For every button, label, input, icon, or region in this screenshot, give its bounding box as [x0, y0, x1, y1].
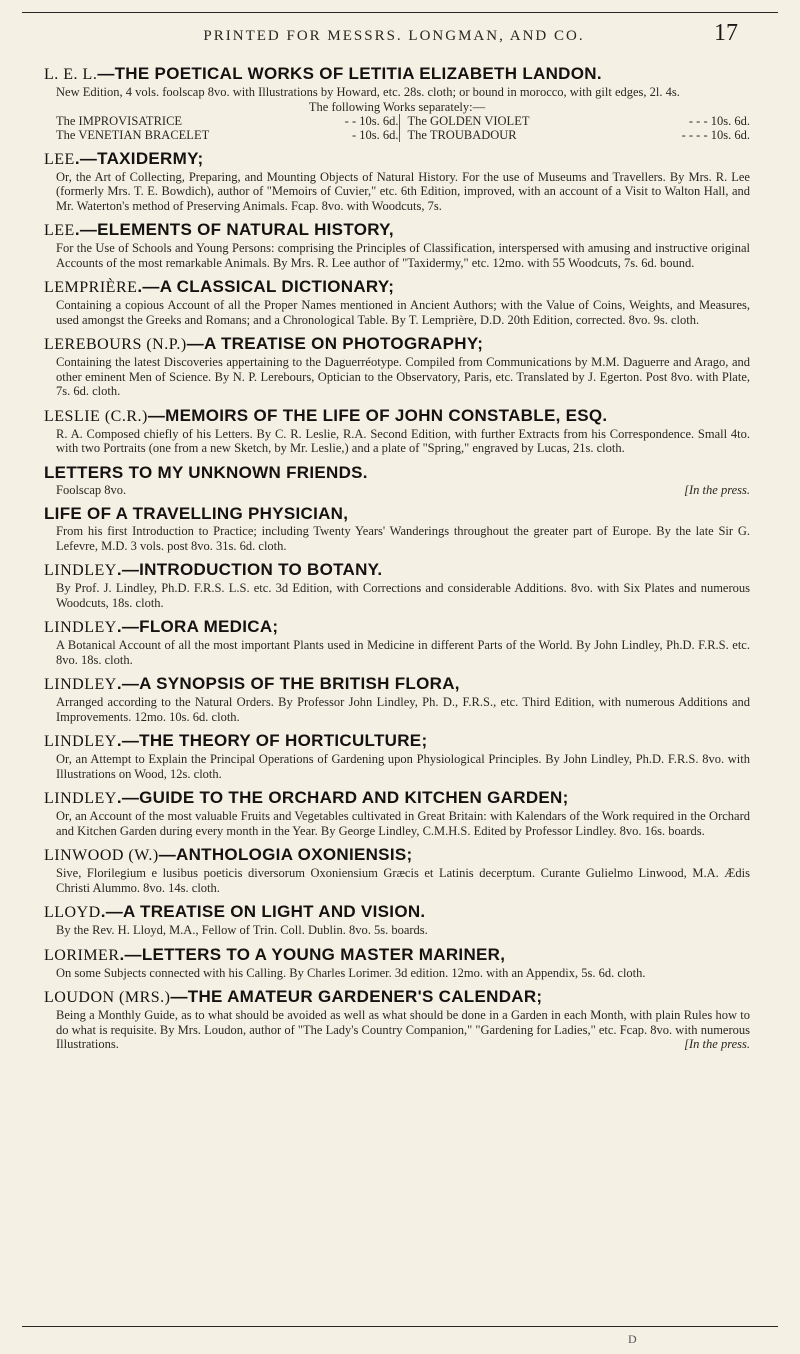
entry-description: On some Subjects connected with his Calling. By Charles Lorimer. 3d edition. 12mo. with an Appendix, 5s. 6d. cloth.	[56, 965, 646, 980]
entry-author: LINDLEY	[44, 733, 117, 750]
catalogue-entry	[44, 731, 750, 781]
entry-heading	[44, 987, 750, 1008]
entry-format: Foolscap 8vo.	[56, 482, 127, 497]
entry-heading	[44, 504, 750, 524]
entry-heading	[44, 731, 750, 752]
entry-author: LEE	[44, 150, 75, 168]
entry-title: .—THE THEORY OF HORTICULTURE;	[116, 731, 428, 750]
entry-heading	[44, 674, 750, 695]
catalogue-entry	[44, 220, 750, 270]
entry-heading	[44, 902, 750, 923]
entry-heading	[44, 406, 750, 427]
entry-description: Containing the latest Discoveries appertaining to the Daguerréotype. Compiled from Communications by M.M. Daguerre and Arago, and other eminent Men of Science. By N. P. Lerebours, Optician to the Observatory, Paris, etc. Translated by J. Egerton. Post 8vo. with Plate, 7s. 6d. cloth.	[56, 355, 750, 398]
catalogue-entries	[44, 64, 750, 1059]
work-price: - 10s. 6d.	[351, 127, 399, 142]
entry-description	[44, 483, 750, 498]
entry-title: .—A TREATISE ON LIGHT AND VISION.	[100, 902, 426, 921]
entry-description	[44, 1008, 750, 1052]
catalogue-entry	[44, 277, 750, 327]
entry-text: Being a Monthly Guide, as to what should be avoided as well as what should be done in a Garden in each Month, with plain Rules how to do what is requisite. By Mrs. Loudon, author of "The Lady's Country Companion," "Gardening for Ladies," etc. Fcap. 8vo. with numerous Illustrations.	[56, 1008, 750, 1051]
entry-author: LINWOOD (W.)	[44, 847, 159, 864]
entry-title: .—A CLASSICAL DICTIONARY;	[137, 277, 395, 296]
entry-description: Containing a copious Account of all the Proper Names mentioned in Ancient Authors; with the Value of Coins, Weights, and Measures, used amongst the Greeks and Romans; and a Chronological Table. By T. Lemprière, D.D. 20th Edition, corrected. 8vo. 9s. cloth.	[56, 298, 750, 327]
entry-description: R. A. Composed chiefly of his Letters. By C. R. Leslie, R.A. Second Edition, with further Extracts from his Correspondence. Small 4to. with two Portraits (one from a new Sketch, by Mr. Leslie,) and a plate of "Spring," engraved by Lucas, 21s. cloth.	[56, 426, 750, 455]
entry-title: .—TAXIDERMY;	[74, 148, 204, 168]
catalogue-entry	[44, 334, 750, 399]
entry-title: .—FLORA MEDICA;	[116, 617, 279, 636]
entry-title: .—ELEMENTS OF NATURAL HISTORY,	[74, 220, 394, 239]
entry-heading	[44, 463, 750, 483]
entry-author: LINDLEY	[44, 562, 117, 579]
catalogue-entry	[44, 902, 750, 938]
entry-author: L. E. L.	[44, 66, 98, 83]
entry-heading	[44, 220, 750, 241]
catalogue-entry	[44, 149, 750, 214]
running-header: PRINTED FOR MESSRS. LONGMAN, AND CO.	[203, 28, 585, 44]
entry-title: LETTERS TO MY UNKNOWN FRIENDS.	[44, 462, 368, 482]
signature-mark: D	[628, 1332, 637, 1346]
catalogue-entry	[44, 945, 750, 981]
entry-title: —MEMOIRS OF THE LIFE OF JOHN CONSTABLE, ESQ.	[147, 405, 608, 425]
entry-author: LEMPRIÈRE	[44, 279, 138, 296]
entry-heading	[44, 64, 750, 85]
in-press-note: [In the press.	[684, 482, 750, 497]
entry-author: LINDLEY	[44, 619, 117, 636]
entry-author: LESLIE (C.R.)	[44, 407, 148, 425]
catalogue-entry	[44, 64, 750, 142]
work-item	[56, 128, 399, 142]
entry-description: New Edition, 4 vols. foolscap 8vo. with Illustrations by Howard, etc. 28s. cloth; or bound in morocco, with gilt edges, 2l. 4s.	[56, 85, 680, 99]
catalogue-entry	[44, 845, 750, 895]
entry-description: From his first Introduction to Practice; including Twenty Years' Wanderings throughout the greater part of Europe. By the late Sir G. Lefevre, M.D. 3 vols. post 8vo. 31s. 6d. cloth.	[56, 524, 750, 553]
works-intro: The following Works separately:—	[308, 99, 486, 114]
work-price: - - - - 10s. 6d.	[681, 127, 750, 142]
entry-title: .—INTRODUCTION TO BOTANY.	[116, 560, 383, 579]
work-name: The TROUBADOUR	[407, 127, 517, 142]
catalogue-entry	[44, 617, 750, 667]
entry-description: By the Rev. H. Lloyd, M.A., Fellow of Trin. Coll. Dublin. 8vo. 5s. boards.	[56, 923, 428, 937]
entry-author: LEREBOURS (N.P.)	[44, 336, 187, 353]
entry-title: .—A SYNOPSIS OF THE BRITISH FLORA,	[116, 674, 460, 693]
in-press-note: [In the press.	[684, 1037, 750, 1051]
entry-title: —A TREATISE ON PHOTOGRAPHY;	[186, 334, 484, 353]
work-name: The GOLDEN VIOLET	[407, 113, 530, 128]
catalogue-entry	[44, 504, 750, 553]
work-name: The VENETIAN BRACELET	[56, 127, 210, 142]
works-column-right	[399, 114, 751, 142]
entry-author: LINDLEY	[44, 790, 117, 807]
entry-title: .—LETTERS TO A YOUNG MASTER MARINER,	[119, 944, 506, 964]
entry-author: LORIMER	[44, 946, 120, 964]
catalogue-entry	[44, 560, 750, 610]
catalogue-entry	[44, 987, 750, 1052]
works-column-left	[56, 114, 399, 142]
entry-heading	[44, 149, 750, 170]
entry-author: LEE	[44, 222, 75, 239]
entry-title: —ANTHOLOGIA OXONIENSIS;	[158, 845, 413, 864]
entry-title: LIFE OF A TRAVELLING PHYSICIAN,	[44, 504, 349, 523]
work-item	[408, 114, 751, 128]
bottom-rule	[22, 1326, 778, 1327]
entry-description: Or, an Attempt to Explain the Principal Operations of Gardening upon Physiological Principles. By John Lindley, Ph.D. F.R.S. 8vo. with Illustrations on Wood, 12s. cloth.	[56, 752, 750, 781]
work-name: The IMPROVISATRICE	[56, 113, 183, 128]
catalogue-entry	[44, 406, 750, 456]
separate-works	[44, 114, 750, 142]
entry-heading	[44, 277, 750, 298]
work-item	[56, 114, 399, 128]
entry-heading	[44, 945, 750, 966]
entry-title: —THE POETICAL WORKS OF LETITIA ELIZABETH LANDON.	[97, 64, 602, 83]
catalogue-entry	[44, 788, 750, 838]
entry-description: Arranged according to the Natural Orders. By Professor John Lindley, Ph. D., F.R.S., etc. Third Edition, with numerous Additions and Improvements. 12mo. 10s. 6d. cloth.	[56, 695, 750, 724]
work-item	[408, 128, 751, 142]
work-price: - - - 10s. 6d.	[688, 113, 750, 128]
catalogue-entry	[44, 674, 750, 724]
entry-description: Or, an Account of the most valuable Fruits and Vegetables cultivated in Great Britain: with Kalendars of the Work required in the Orchard and Kitchen Garden during every month in the Year. By George Lindley, C.M.H.S. Edited by Professor Lindley. 8vo. 16s. boards.	[56, 809, 750, 838]
entry-description: A Botanical Account of all the most important Plants used in Medicine in different Parts of the World. By John Lindley, Ph.D. F.R.S. etc. 8vo. 18s. cloth.	[56, 638, 750, 667]
entry-description: Or, the Art of Collecting, Preparing, and Mounting Objects of Natural History. For the use of Museums and Travellers. By Mrs. R. Lee (formerly Mrs. T. E. Bowdich), author of "Memoirs of Cuvier," etc. 6th Edition, improved, with an account of a Visit to Walton Hall, and Mr. Waterton's method of Preserving Animals. Fcap. 8vo. with Woodcuts, 7s.	[56, 169, 750, 213]
entry-heading	[44, 334, 750, 355]
page-number: 17	[714, 20, 738, 46]
entry-title: .—GUIDE TO THE ORCHARD AND KITCHEN GARDEN;	[116, 788, 569, 807]
entry-title: —THE AMATEUR GARDENER'S CALENDAR;	[170, 987, 543, 1006]
entry-heading	[44, 788, 750, 809]
entry-heading	[44, 617, 750, 638]
entry-heading	[44, 845, 750, 866]
entry-author: LINDLEY	[44, 676, 117, 693]
work-price: - - 10s. 6d.	[344, 113, 399, 128]
entry-description: For the Use of Schools and Young Persons: comprising the Principles of Classification, interspersed with amusing and instructive original Accounts of the most remarkable Animals. By Mrs. R. Lee author of "Taxidermy," etc. 12mo. with 55 Woodcuts, 7s. 6d. bound.	[56, 241, 750, 270]
entry-author: LLOYD	[44, 904, 101, 921]
catalogue-entry	[44, 463, 750, 498]
entry-heading	[44, 560, 750, 581]
entry-description: Sive, Florilegium e lusibus poeticis diversorum Oxoniensium Græcis et Latinis decerptum. Curante Gulielmo Linwood, M.A. Ædis Christi Alummo. 8vo. 14s. cloth.	[56, 866, 750, 895]
entry-author: LOUDON (MRS.)	[44, 989, 171, 1006]
top-rule	[22, 12, 778, 13]
entry-description: By Prof. J. Lindley, Ph.D. F.R.S. L.S. etc. 3d Edition, with Corrections and considerable Additions. 8vo. with Six Plates and numerous Woodcuts, 18s. cloth.	[56, 581, 750, 610]
